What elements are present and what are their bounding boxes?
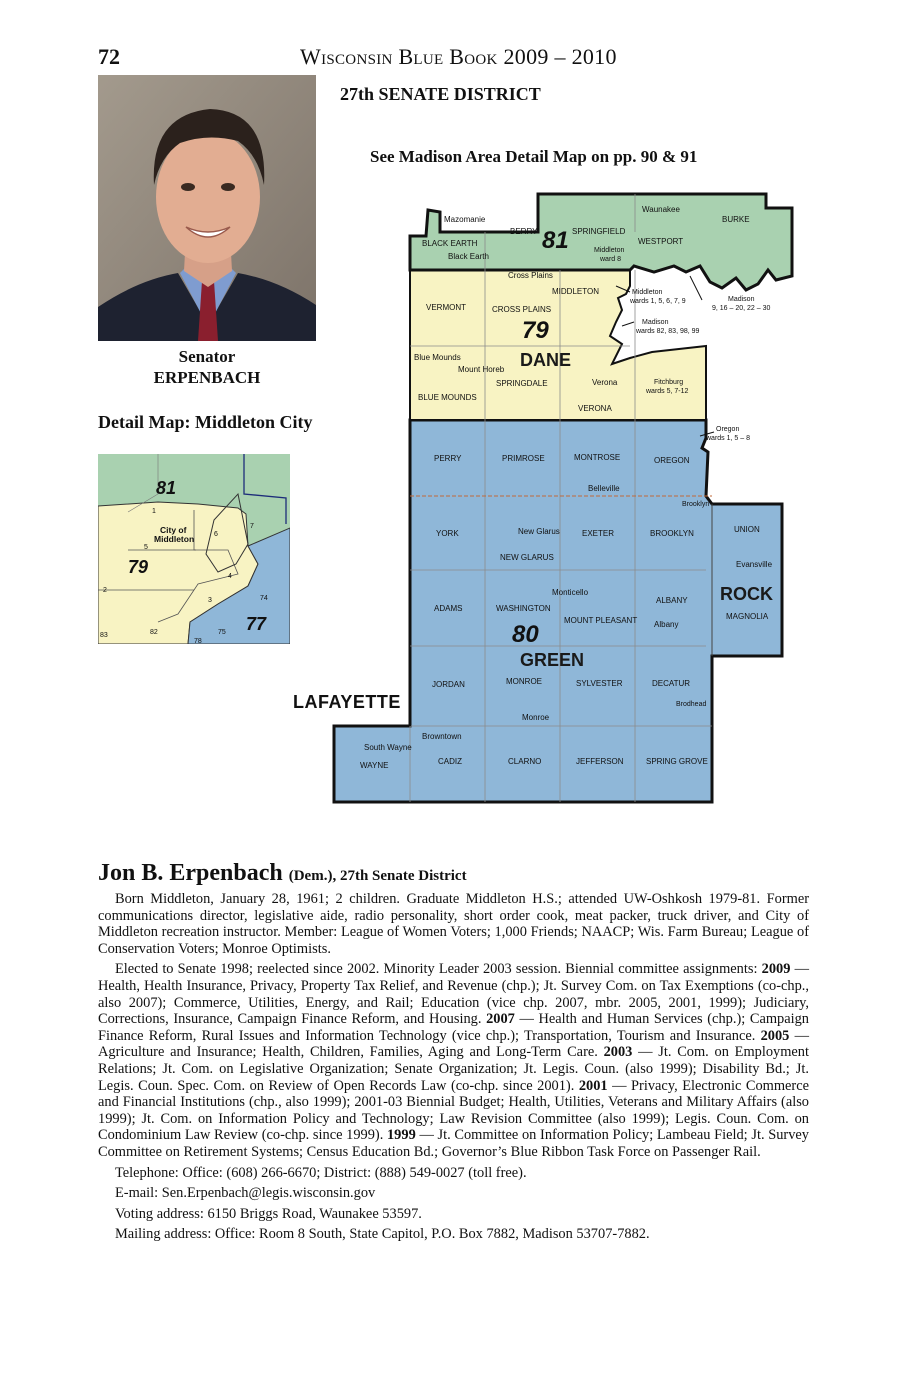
detail-ward-1: 1: [152, 508, 156, 515]
page-number: 72: [98, 44, 120, 69]
place-madison-b-line1: Madison: [642, 319, 669, 326]
district-number-80: 80: [512, 621, 539, 648]
detail-ward-4: 4: [228, 573, 232, 580]
caption-name: ERPENBACH: [153, 368, 261, 387]
place-magnolia: MAGNOLIA: [726, 612, 769, 621]
place-decatur: DECATUR: [652, 679, 691, 688]
place-madison-b-line2: wards 82, 83, 98, 99: [636, 328, 700, 335]
place-middleton-w8-line2: ward 8: [600, 256, 622, 263]
detail-city-line1: City of: [160, 525, 187, 535]
bio-p2-1999: — Jt. Committee on Information Policy; Lambeau Field; Jt. Survey Committee on Retirement Systems; Census Education Bd.; Governor’s Blue Ribbon Task Force on Passenger Rail.: [98, 1127, 809, 1160]
place-westport: WESTPORT: [638, 237, 684, 246]
detail-label-81: 81: [156, 478, 177, 498]
place-cadiz: CADIZ: [438, 757, 462, 766]
bio-year-2005: 2005: [760, 1027, 790, 1044]
bio-text: [98, 891, 809, 1247]
place-blue-mounds-twp: BLUE MOUNDS: [418, 393, 477, 402]
place-cross-plains-vil: Cross Plains: [508, 271, 553, 280]
place-burke: BURKE: [722, 215, 750, 224]
place-oregon-twp: OREGON: [654, 456, 690, 465]
district-map: [330, 186, 800, 806]
detail-city-line2: Middleton: [154, 534, 195, 544]
place-primrose: PRIMROSE: [502, 454, 545, 463]
bio-p2-2007: — Health and Human Services (chp.); Campaign Finance Reform, Rural Issues and Information Technology (vice chp.); Transportation, Tourism and Insurance.: [98, 1011, 810, 1044]
middleton-detail-map: [98, 454, 290, 644]
detail-map-title: Detail Map: Middleton City: [98, 412, 313, 432]
county-rock: ROCK: [720, 584, 773, 604]
bio-year-2003: 2003: [603, 1044, 633, 1061]
bio-p2-2005: — Agriculture and Insurance; Health, Children, Families, Aging and Long-Term Care.: [98, 1027, 809, 1061]
place-monroe-twp: MONROE: [506, 677, 542, 686]
senator-affiliation: (Dem.), 27th Senate District: [288, 868, 467, 884]
place-brodhead: Brodhead: [676, 701, 707, 708]
bio-year-2009: 2009: [761, 961, 791, 978]
bio-p2-intro: Elected to Senate 1998; reelected since 2002. Minority Leader 2003 session. Biennial committee assignments:: [115, 961, 758, 978]
place-madison-a-line1: Madison: [728, 296, 755, 303]
detail-ward-7: 7: [250, 523, 254, 530]
bio-p2-2009: — Health, Health Insurance, Privacy, Property Tax Relief, and Revenue (chp.); Jt. Survey Com. on Tax Exemptions (co-chp., also 2007); Commerce, Utilities, Energy, and Rail; Education (vice chp. 2007, mbr. 2005, 2001, 1999); Judiciary, Corrections, Insurance, Campaign Finance Reform, and Housing.: [98, 961, 809, 1028]
bio-heading: [98, 860, 467, 887]
detail-ward-83: 83: [100, 632, 108, 639]
place-vermont: VERMONT: [426, 303, 466, 312]
place-oregon-wards-line1: Oregon: [716, 426, 740, 433]
place-sylvester: SYLVESTER: [576, 679, 623, 688]
place-fitchburg-line1: Fitchburg: [654, 379, 684, 386]
bio-paragraph-2: [98, 961, 809, 1160]
place-south-wayne: South Wayne: [364, 743, 412, 752]
senator-caption: [98, 346, 316, 388]
place-adams: ADAMS: [434, 604, 463, 613]
detail-ward-2: 2: [103, 587, 107, 594]
book-title: Wisconsin Blue Book: [300, 44, 498, 69]
place-cross-plains-twp: CROSS PLAINS: [492, 305, 552, 314]
place-spring-grove: SPRING GROVE: [646, 757, 708, 766]
bio-voting-address: Voting address: 6150 Briggs Road, Waunakee 53597.: [115, 1205, 422, 1222]
place-monticello: Monticello: [552, 588, 589, 597]
county-lafayette: LAFAYETTE: [293, 692, 401, 712]
bio-email: E-mail: Sen.Erpenbach@legis.wisconsin.gov: [115, 1185, 376, 1202]
detail-ward-75: 75: [218, 629, 226, 636]
senator-photo: [98, 75, 316, 341]
place-berry: BERRY: [510, 227, 538, 236]
place-blue-mounds-vil: Blue Mounds: [414, 353, 461, 362]
place-belleville: Belleville: [588, 484, 620, 493]
place-new-glarus-vil: New Glarus: [518, 527, 560, 536]
place-albany-twp: ALBANY: [656, 596, 688, 605]
place-montrose: MONTROSE: [574, 453, 621, 462]
detail-label-79: 79: [128, 557, 149, 577]
place-albany-vil: Albany: [654, 620, 679, 629]
senator-name: Jon B. Erpenbach: [98, 860, 283, 886]
detail-ward-82: 82: [150, 629, 158, 636]
place-york: YORK: [436, 529, 459, 538]
place-madison-a-line2: 9, 16 – 20, 22 – 30: [712, 305, 771, 312]
place-jefferson: JEFFERSON: [576, 757, 624, 766]
bio-p2-2001: — Privacy, Electronic Commerce and Financial Institutions (chp., also 1999); 2001-03 Biennial Budget; Health, Utilities, Veterans and Military Affairs (also 1999); Jt. Com. on Information Policy and Technology; Law Revision Committee (also 1999); Legis. Coun. Com. on Condominium Law Review (co-chp. since 1999).: [98, 1077, 809, 1144]
district-number-79: 79: [522, 317, 549, 344]
place-browntown: Browntown: [422, 732, 462, 741]
caption-title: Senator: [178, 347, 236, 366]
place-springfield: SPRINGFIELD: [572, 227, 626, 236]
place-clarno: CLARNO: [508, 757, 542, 766]
bio-year-2007: 2007: [486, 1011, 515, 1028]
place-middleton-wards-line2: wards 1, 5, 6, 7, 9: [630, 298, 686, 305]
bio-year-1999: 1999: [386, 1127, 416, 1144]
place-mount-pleasant: MOUNT PLEASANT: [564, 616, 638, 625]
district-title: 27th SENATE DISTRICT: [340, 84, 541, 104]
district-number-81: 81: [542, 227, 569, 254]
bio-telephone: Telephone: Office: (608) 266-6670; District: (888) 549-0027 (toll free).: [115, 1164, 527, 1181]
place-oregon-wards-line2: wards 1, 5 – 8: [706, 435, 750, 442]
place-black-earth-vil: Black Earth: [448, 252, 489, 261]
place-new-glarus-twp: NEW GLARUS: [500, 553, 554, 562]
place-black-earth-twp: BLACK EARTH: [422, 239, 478, 248]
bio-year-2001: 2001: [578, 1077, 608, 1094]
place-springdale: SPRINGDALE: [496, 379, 548, 388]
detail-label-77: 77: [246, 614, 267, 634]
place-waunakee: Waunakee: [642, 205, 680, 214]
place-perry: PERRY: [434, 454, 462, 463]
detail-ward-78: 78: [194, 638, 202, 644]
bio-mailing-address: Mailing address: Office: Room 8 South, State Capitol, P.O. Box 7882, Madison 53707-7882.: [115, 1226, 650, 1243]
bio-p2-2003: — Jt. Com. on Employment Relations; Jt. Com. on Legislative Organization; Senate Organization; Jt. Legis. Coun. (also 1999); Disability Bd.; Jt. Legis. Coun. Spec. Com. on Review of Open Records Law (co-chp. since 2001).: [98, 1044, 809, 1094]
place-exeter: EXETER: [582, 529, 615, 538]
bio-paragraph-1: Born Middleton, January 28, 1961; 2 children. Graduate Middleton H.S.; attended UW-Oshkosh 1979-81. Former communications director, legislative aide, radio personality, short order cook, meat packer, truck driver, and City of Middleton recreation instructor. Member: League of Women Voters; 1,000 Friends; NAACP; Wis. Farm Bureau; League of Conservation Voters; Monroe Optimists.: [98, 891, 809, 957]
detail-ward-6: 6: [214, 531, 218, 538]
detail-ward-3: 3: [208, 597, 212, 604]
see-map-note: See Madison Area Detail Map on pp. 90 & 91: [370, 147, 698, 166]
place-fitchburg-line2: wards 5, 7-12: [646, 388, 689, 395]
place-union: UNION: [734, 525, 760, 534]
place-evansville: Evansville: [736, 560, 773, 569]
place-brooklyn-twp: BROOKLYN: [650, 529, 694, 538]
place-brooklyn-vil: Brooklyn: [682, 501, 710, 508]
running-header: [300, 44, 617, 70]
detail-ward-5: 5: [144, 544, 148, 551]
place-verona-city: Verona: [592, 378, 618, 387]
county-dane: DANE: [520, 350, 572, 370]
place-wayne: WAYNE: [360, 761, 389, 770]
place-monroe-city: Monroe: [522, 713, 550, 722]
place-middleton-twp: MIDDLETON: [552, 287, 599, 296]
place-washington: WASHINGTON: [496, 604, 551, 613]
book-years: 2009 – 2010: [503, 44, 617, 69]
place-middleton-w8-line1: Middleton: [594, 247, 625, 254]
county-green: GREEN: [520, 650, 585, 670]
place-mazomanie: Mazomanie: [444, 215, 486, 224]
detail-ward-74: 74: [260, 595, 268, 602]
place-jordan: JORDAN: [432, 680, 465, 689]
place-middleton-wards-line1: Middleton: [632, 289, 663, 296]
place-verona-twp: VERONA: [578, 404, 612, 413]
place-mount-horeb: Mount Horeb: [458, 365, 505, 374]
